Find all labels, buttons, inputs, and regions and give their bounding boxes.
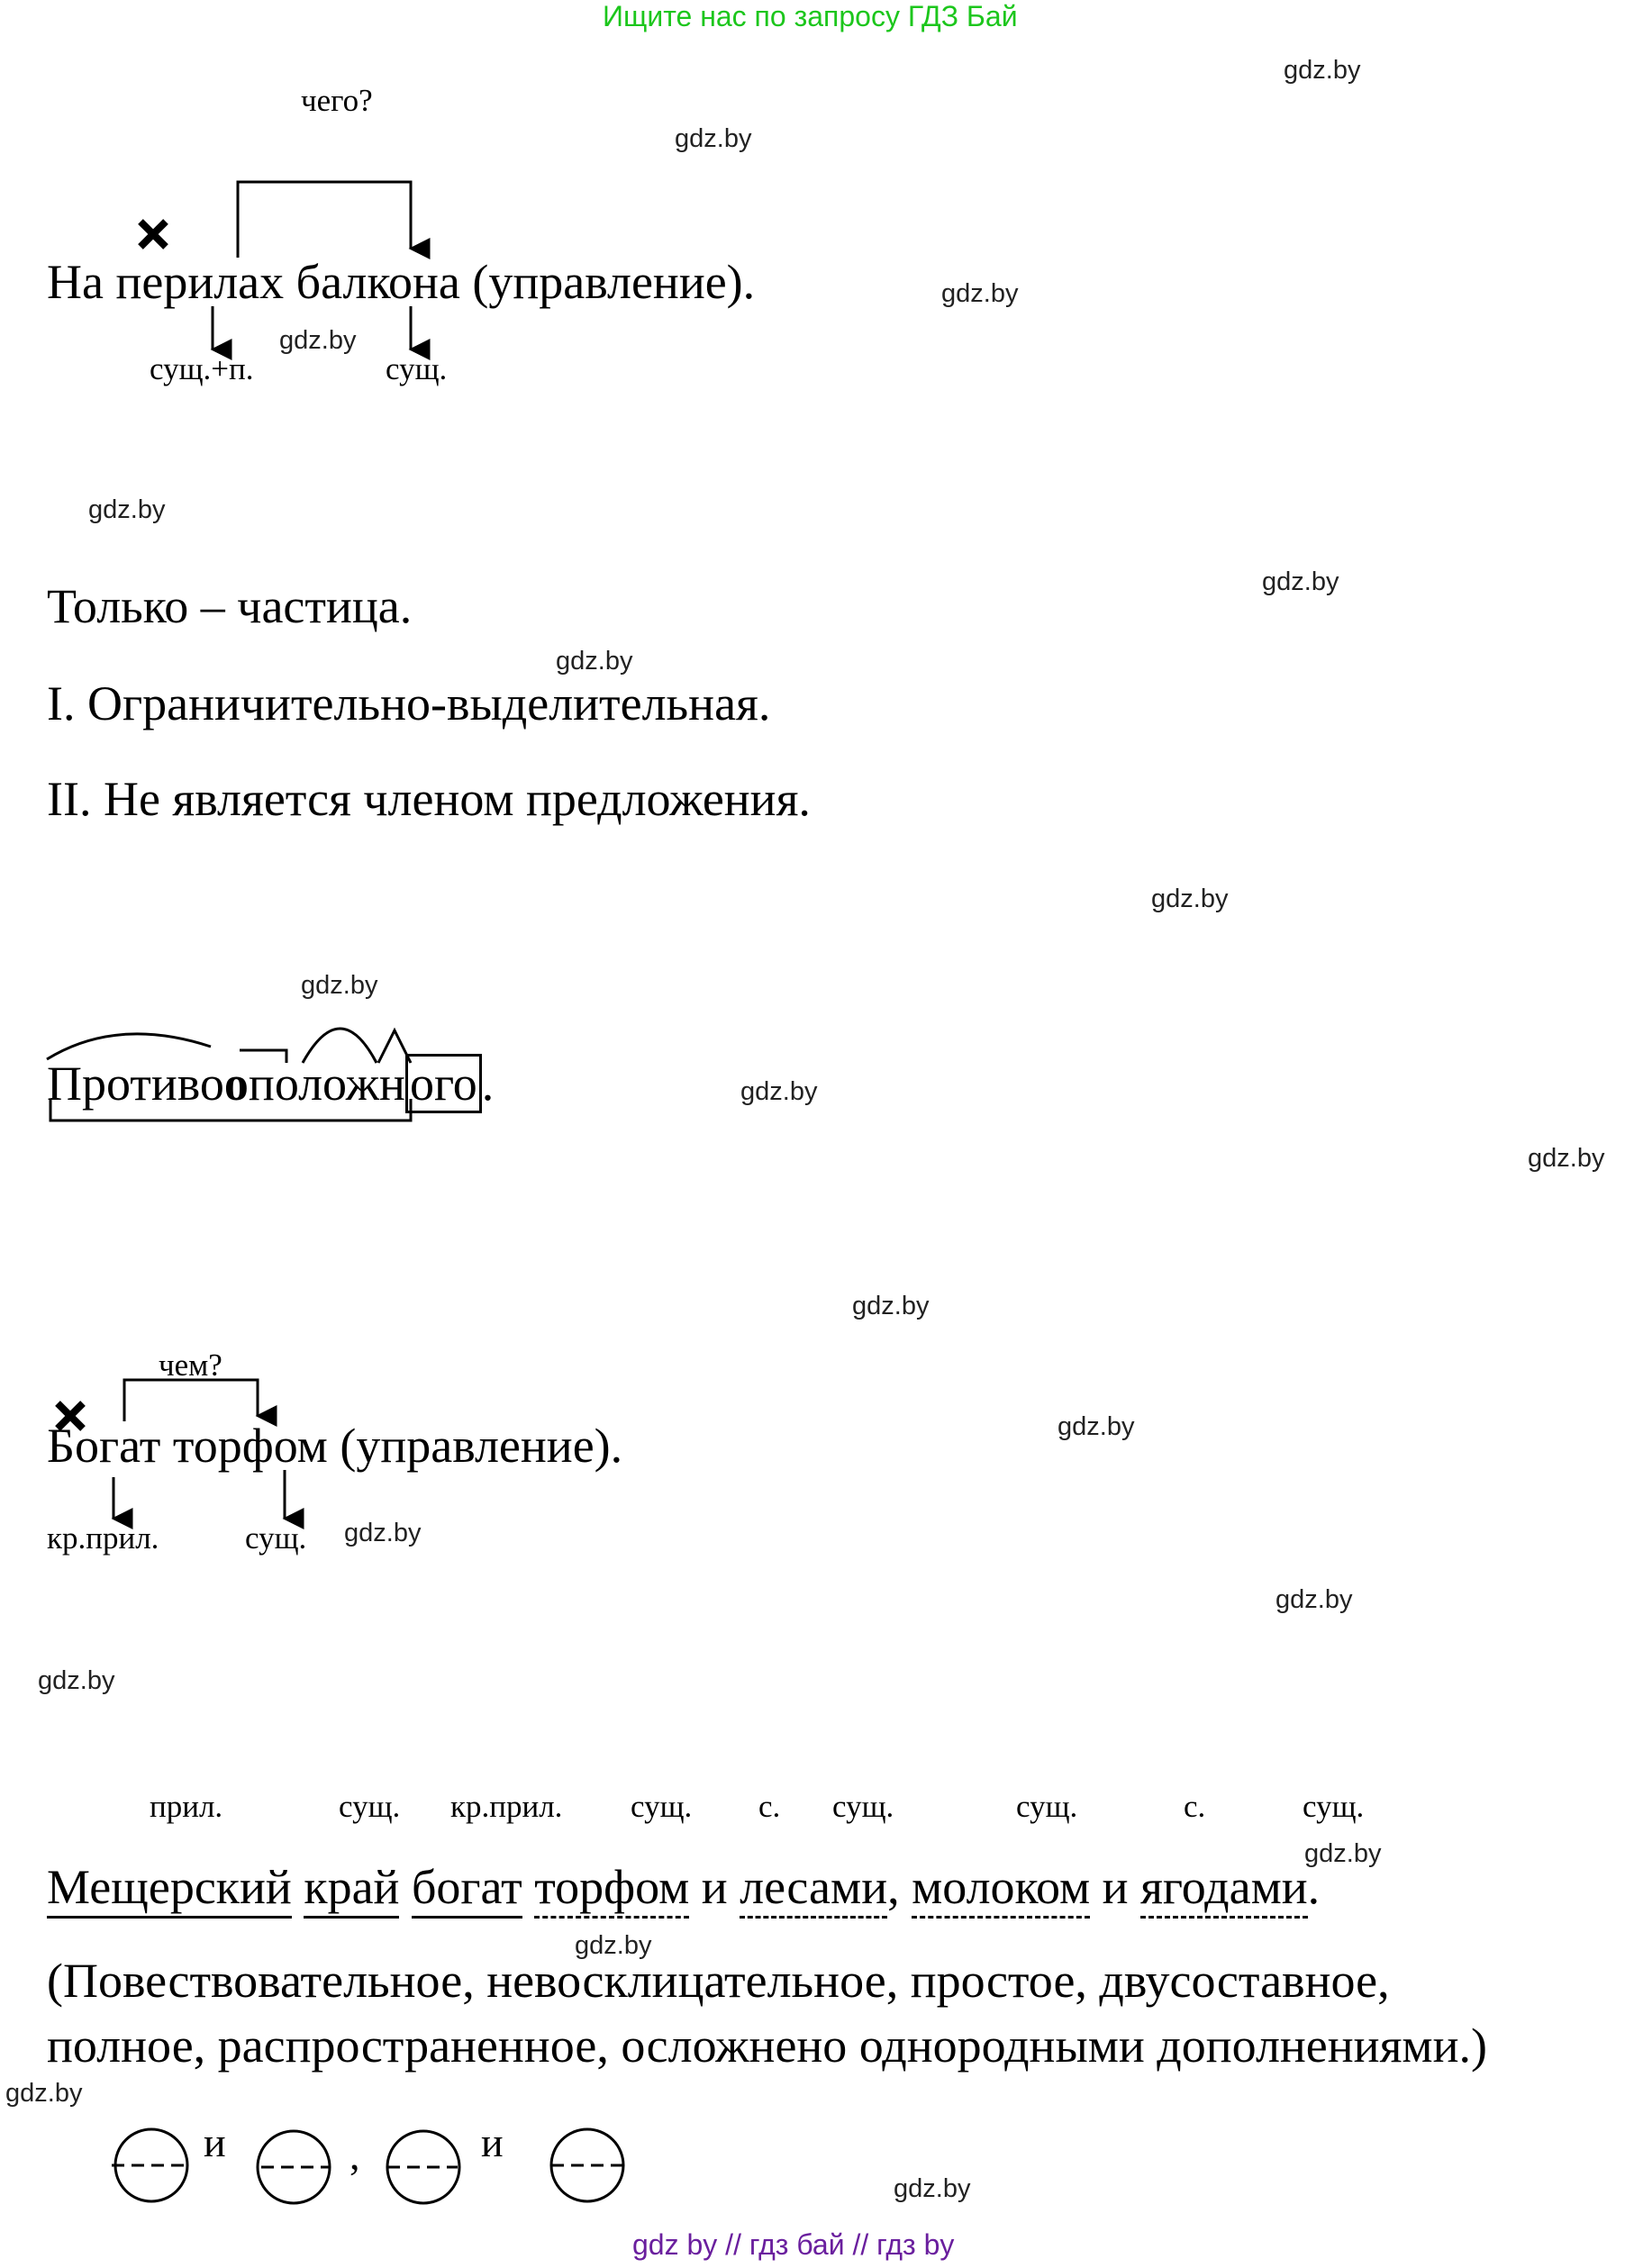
main-word-cross-icon [58, 1403, 83, 1429]
scheme-conjunction: и [481, 2119, 504, 2165]
period: . [1307, 1860, 1321, 1914]
watermark: gdz.by [1058, 1412, 1135, 1441]
connecting-vowel: о [223, 1057, 249, 1111]
description-line: (Повествовательное, невосклицательное, простое, двусоставное, [47, 1954, 1390, 2008]
scheme-conjunction: и [204, 2119, 226, 2165]
watermark: gdz.by [5, 2079, 83, 2108]
suffix: н [379, 1057, 405, 1111]
footer-link-gdz-bai[interactable]: гдз бай [749, 2228, 845, 2261]
description-line: полное, распространенное, осложнено однородными дополнениями.) [47, 2019, 1487, 2073]
watermark: gdz.by [740, 1077, 818, 1106]
watermark: gdz.by [556, 647, 633, 676]
watermark: gdz.by [575, 1931, 652, 1960]
object-word: торфом [534, 1860, 689, 1919]
footer-links [632, 2230, 954, 2259]
comma: , [887, 1860, 900, 1914]
particle-line: Только – частица. [47, 579, 413, 633]
sentence-1: На перилах балкона (управление). [47, 255, 756, 309]
pos-label: сущ. [1303, 1789, 1365, 1824]
pos-label: кр.прил. [450, 1789, 563, 1824]
pos-label: сущ. [832, 1789, 894, 1824]
pos-label: сущ.+п. [150, 351, 254, 386]
watermark: gdz.by [1151, 885, 1229, 913]
object-word: ягодами [1140, 1860, 1308, 1919]
watermark: gdz.by [675, 124, 752, 153]
sentence-2: Богат торфом (управление). [47, 1419, 623, 1473]
watermark: gdz.by [279, 326, 357, 355]
stem-part: полож [248, 1057, 380, 1111]
root-arc [303, 1029, 377, 1063]
scheme-comma: , [349, 2132, 360, 2178]
pos-label: сущ. [1016, 1789, 1078, 1824]
watermark: gdz.by [38, 1666, 115, 1695]
question-label: чего? [301, 83, 373, 118]
prefix-arc [47, 1034, 211, 1059]
footer-link-gdzby[interactable]: gdz by [632, 2228, 718, 2261]
stem-part: Противо [47, 1057, 224, 1111]
watermark: gdz.by [1284, 56, 1361, 85]
watermark: gdz.by [894, 2174, 971, 2203]
dependency-arrow [238, 182, 411, 258]
watermark: gdz.by [1304, 1839, 1382, 1868]
particle-line: II. Не является членом предложения. [47, 772, 811, 826]
conjunction: и [701, 1860, 728, 1914]
footer-separator: // [725, 2228, 741, 2261]
suffix-mark [378, 1030, 411, 1063]
pos-label: сущ. [631, 1789, 693, 1824]
scheme-circle [387, 2131, 459, 2203]
subject-word: Мещерский [47, 1860, 292, 1919]
conjunction: и [1102, 1860, 1129, 1914]
period: . [481, 1057, 495, 1111]
scheme-circle [112, 2129, 191, 2201]
watermark: gdz.by [301, 971, 378, 1000]
pos-label: с. [758, 1789, 781, 1824]
question-label: чем? [159, 1347, 222, 1383]
particle-line: I. Ограничительно-выделительная. [47, 676, 771, 730]
subject-word: край [304, 1860, 399, 1919]
ending: ого [405, 1054, 482, 1113]
dependency-arrow [124, 1380, 258, 1421]
watermark: gdz.by [1275, 1585, 1353, 1614]
main-word-cross-icon [141, 222, 166, 247]
watermark: gdz.by [1262, 567, 1339, 596]
object-word: лесами [740, 1860, 887, 1919]
pos-label: сущ. [386, 351, 448, 386]
watermark: gdz.by [941, 279, 1019, 308]
watermark: gdz.by [88, 495, 166, 524]
suffix-mark [240, 1050, 286, 1063]
scheme-circle [551, 2129, 627, 2201]
scheme-circle [258, 2131, 330, 2203]
pos-label: с. [1184, 1789, 1206, 1824]
pos-label: прил. [150, 1789, 223, 1824]
watermark: gdz.by [344, 1519, 422, 1547]
pos-label: сущ. [245, 1520, 307, 1556]
watermark: gdz.by [852, 1292, 930, 1320]
predicate-word: богат [412, 1860, 522, 1919]
footer-link-gdz-by[interactable]: гдз by [876, 2228, 955, 2261]
header-link[interactable]: Ищите нас по запросу ГДЗ Бай [603, 0, 1018, 32]
pos-label: кр.прил. [47, 1520, 159, 1556]
pos-label: сущ. [339, 1789, 401, 1824]
object-word: молоком [912, 1860, 1090, 1919]
footer-separator: // [852, 2228, 869, 2261]
watermark: gdz.by [1528, 1144, 1605, 1173]
stem-bracket [50, 1099, 411, 1120]
